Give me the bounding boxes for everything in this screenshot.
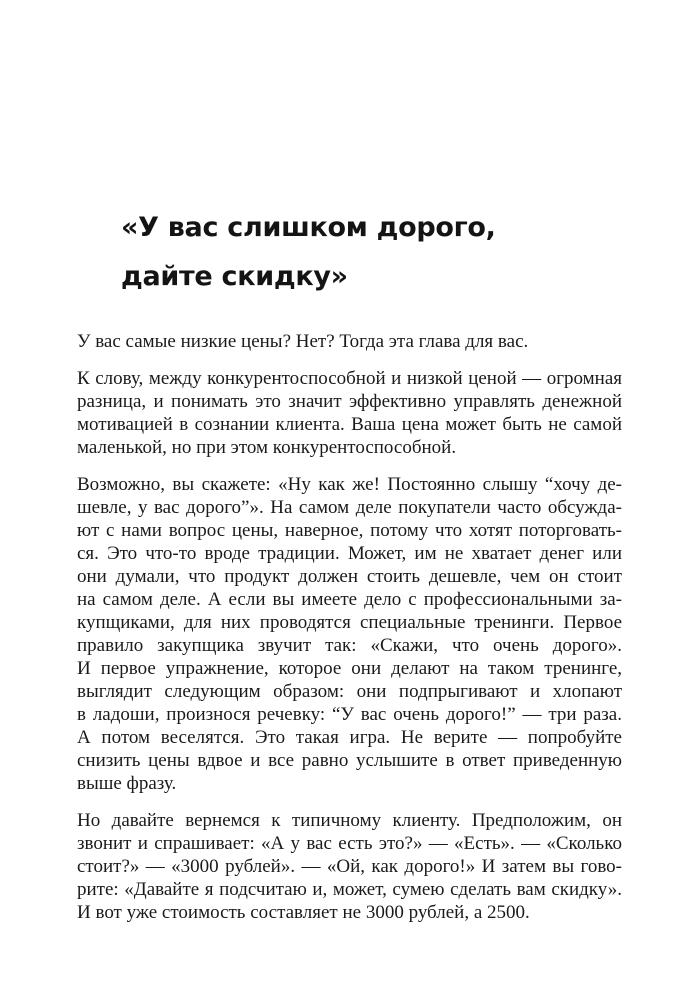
text-line: И вот уже стоимость составляет не 3000 рублей, а 2500. xyxy=(77,902,530,923)
paragraph xyxy=(77,330,622,353)
paragraph xyxy=(77,473,622,795)
text-line: мотивацией в сознании клиента. Ваша цена может быть не самой xyxy=(77,414,622,435)
text-line: разница, и понимать это значит эффективно управлять денежной xyxy=(77,391,622,412)
body-text xyxy=(77,330,622,938)
paragraph xyxy=(77,809,622,924)
chapter-title-line: «У вас слишком дорого, xyxy=(121,212,496,243)
text-line: А потом веселятся. Это такая игра. Не верите — попробуйте xyxy=(77,727,622,748)
text-line: купщиками, для них проводятся специальные тренинги. Первое xyxy=(77,612,622,633)
text-line: на самом деле. А если вы имеете дело с профессиональными за- xyxy=(77,589,622,610)
text-line: У вас самые низкие цены? Нет? Тогда эта глава для вас. xyxy=(77,331,529,352)
text-line: Но давайте вернемся к типичному клиенту. Предположим, он xyxy=(77,810,622,831)
text-line: выглядит следующим образом: они подпрыгивают и хлопают xyxy=(77,681,622,702)
text-line: Возможно, вы скажете: «Ну как же! Постоянно слышу “хочу де- xyxy=(77,474,622,495)
text-line: ся. Это что-то вроде традиции. Может, им не хватает денег или xyxy=(77,543,622,564)
text-line: они думали, что продукт должен стоить дешевле, чем он стоит xyxy=(77,566,622,587)
text-line: стоит?» — «3000 рублей». — «Ой, как дорого!» И затем вы гово- xyxy=(77,856,622,877)
text-line: шевле, у вас дорого”». На самом деле покупатели часто обсужда- xyxy=(77,497,622,518)
text-line: К слову, между конкурентоспособной и низкой ценой — огромная xyxy=(77,368,622,389)
chapter-title-line: дайте скидку» xyxy=(121,261,348,292)
text-line: в ладоши, произнося речевку: “У вас очень дорого!” — три раза. xyxy=(77,704,622,725)
text-line: ют с нами вопрос цены, наверное, потому что хотят поторговать- xyxy=(77,520,622,541)
paragraph xyxy=(77,367,622,459)
text-line: рите: «Давайте я подсчитаю и, может, сумею сделать вам скидку». xyxy=(77,879,622,900)
text-line: звонит и спрашивает: «А у вас есть это?» — «Есть». — «Сколько xyxy=(77,833,622,854)
text-line: снизить цены вдвое и все равно услышите в ответ приведенную xyxy=(77,750,622,771)
text-line: И первое упражнение, которое они делают на таком тренинге, xyxy=(77,658,622,679)
chapter-title xyxy=(121,203,591,301)
text-line: выше фразу. xyxy=(77,773,177,794)
text-line: маленькой, но при этом конкурентоспособной. xyxy=(77,437,457,458)
text-line: правило закупщика звучит так: «Скажи, что очень дорого». xyxy=(77,635,622,656)
